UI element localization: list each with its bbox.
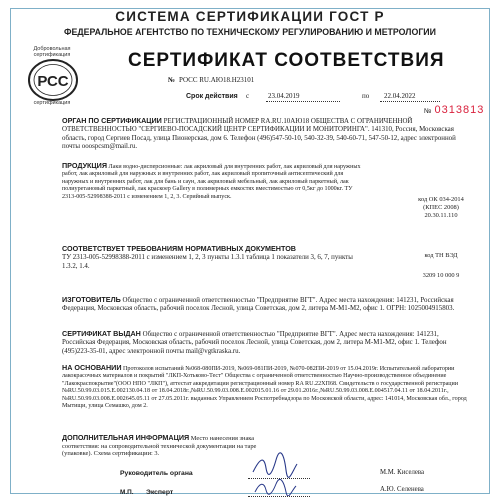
- logo-caption-bottom: сертификация: [33, 100, 71, 106]
- issued-to-label: СЕРТИФИКАТ ВЫДАН: [62, 329, 141, 338]
- expert-label: Эксперт: [146, 489, 174, 496]
- product-section: [62, 162, 362, 201]
- validity-to-line: [380, 101, 440, 102]
- registration-number: [168, 76, 254, 84]
- basis-section: [62, 364, 472, 410]
- registration-number-label: №: [168, 76, 176, 84]
- certification-body-text: РЕГИСТРАЦИОННЫЙ НОМЕР RA.RU.10АЮ18 ОБЩЕСТВА С ОГРАНИЧЕННОЙ ОТВЕТСТВЕННОСТЬЮ "СЕРГИЕВО-ПОСАДСКИЙ ЦЕНТР СЕРТИФИКАЦИИ И МОНИТОРИНГА". 141310, Россия, Московская область, город Сергиев Посад, улица Пионерская, дом 6. Телефон (496)547-50-10, 540-32-39, 540-60-71, 547-50-12, адрес электронной почты ooospcsm@mail.ru.: [62, 118, 456, 150]
- validity-label: Срок действия: [186, 93, 238, 100]
- additional-info-label: ДОПОЛНИТЕЛЬНАЯ ИНФОРМАЦИЯ: [62, 433, 190, 442]
- certificate-title: СЕРТИФИКАТ СООТВЕТСТВИЯ: [128, 50, 445, 71]
- manufacturer-text: Общество с ограниченной ответственностью "Предприятие ВГТ". Адрес места нахождения: 141231, Российская Федерация, Московская область, рабочий поселок Лесной, улица Советская, дом 2, литера М-М1-М2, офис 1. ОГРН: 1025004915803.: [62, 297, 455, 313]
- serial-number: [424, 104, 484, 116]
- product-label: ПРОДУКЦИЯ: [62, 161, 108, 170]
- logo-caption-top: Добровольная сертификация: [33, 46, 71, 58]
- head-of-body-name: М.М. Киселева: [380, 469, 425, 476]
- tnved-code-box: [398, 252, 484, 280]
- validity-to-word: по: [362, 92, 370, 100]
- expert-signature-line: [248, 496, 310, 497]
- manufacturer-label: ИЗГОТОВИТЕЛЬ: [62, 295, 121, 304]
- product-text: Лаки водно-дисперсионные: лак акриловый для внутренних работ, лак акриловый для наружных работ, лак акриловый для наружных и внутренних работ, лак акриловый пропиточный антисептический для наружных и внутренних работ, лак для бань и саун, лак акриловый мебельный, лак акриловый паркетный, лак полиуретановый паркетный, лак краскоер Gallery в полимерных емкостях вместимостью от 0,5кг до 1000кг. ТУ 2313-005-52998388-2011 с изменением 1, 2, 3. Серийный выпуск.: [62, 164, 361, 200]
- validity-from-date: 23.04.2019: [268, 92, 300, 100]
- expert-name: А.Ю. Селенева: [380, 486, 424, 493]
- gost-r-logo-icon: [28, 58, 78, 102]
- stamp-label: М.П.: [120, 489, 134, 496]
- basis-label: НА ОСНОВАНИИ: [62, 363, 122, 372]
- header-agency: ФЕДЕРАЛЬНОЕ АГЕНТСТВО ПО ТЕХНИЧЕСКОМУ РЕГУЛИРОВАНИЮ И МЕТРОЛОГИИ: [64, 27, 436, 37]
- signature-head-icon: [250, 452, 300, 478]
- serial-label: №: [424, 108, 432, 115]
- certification-body-label: ОРГАН ПО СЕРТИФИКАЦИИ: [62, 116, 162, 125]
- registration-number-value: РОСС RU.АЮ18.Н23101: [179, 76, 255, 84]
- signature-expert-icon: [252, 478, 298, 496]
- okp-kpes: (КПЕС 2008): [423, 204, 459, 211]
- okp-code-box: [398, 196, 484, 220]
- conformity-text: ТУ 2313-005-52998388-2011 с изменением 1, 2, 3 пункты 1.3.1 таблица 1 показатели 3, 6, 7, пункты 1.3.2, 1.4.: [62, 254, 353, 270]
- additional-info-text: Место нанесения знака соответствия: на сопроводительной технической документации на таре (упаковке). Схема сертификации: 3.: [62, 435, 257, 458]
- okp-label: код ОК 034-2014: [418, 196, 464, 203]
- logo-letters: РСС: [37, 73, 69, 90]
- manufacturer-section: [62, 296, 467, 314]
- header-system: СИСТЕМА СЕРТИФИКАЦИИ ГОСТ Р: [115, 9, 385, 24]
- head-of-body-label: Руководитель органа: [120, 470, 193, 477]
- issued-to-text: Общество с ограниченной ответственностью "Предприятие ВГТ". Адрес места нахождения: 141231, Российская Федерация, Московская область, рабочий поселок Лесной, улица Советская, дом 2, литера М-М1-М2, офис 1. Телефон (495)223-35-01, адрес электронной почты mail@vgtkraska.ru.: [62, 331, 447, 355]
- conformity-label: СООТВЕТСТВУЕТ ТРЕБОВАНИЯМ НОРМАТИВНЫХ ДОКУМЕНТОВ: [62, 244, 296, 253]
- validity-to-date: 22.04.2022: [384, 92, 416, 100]
- conformity-section: [62, 245, 362, 271]
- certification-body: [62, 117, 472, 151]
- tnved-value: 3209 10 000 9: [422, 272, 460, 279]
- okp-code: 20.30.11.110: [424, 212, 458, 219]
- basis-text: Протоколов испытаний №068-080ПИ-2019, №069-081ПИ-2019, №070-082ПИ-2019 от 15.04.2019г. Испытательной лаборатории лакокрасочных материалов и покрытий "ЛКП-Хотьково-Тест" Общества с ограниченной ответственностью Научно-производственное объединение "Лакокраспокрытие"(ООО НПО "ЛКП"), аттестат аккредитации регистрационный номер RA RU.22ХП68. Свидетельств о государственной регистрации №RU.50.99.03.015.Е.002130.04.18 от 18.04.2018г.,№RU.50.99.03.008.Е.002015.01.16 от 29.01.2016г.,№RU.50.99.03.008.Е.004517.04.11 от 18.04.2011г.,№RU.50.99.03.008.Е.002645.05.11 от 27.05.2011г. выданных Управлением Роспотребнадзора по Московской области, адрес: 141014, Московская обл., город Мытищи, улица Семашко, дом 2.: [62, 366, 467, 410]
- issued-to-section: [62, 330, 467, 356]
- serial-value: 0313813: [434, 104, 485, 116]
- tnved-label: код ТН ВЭД: [424, 252, 458, 259]
- validity-from-line: [266, 101, 340, 102]
- additional-info-section: [62, 434, 272, 458]
- validity-from-word: с: [246, 92, 250, 100]
